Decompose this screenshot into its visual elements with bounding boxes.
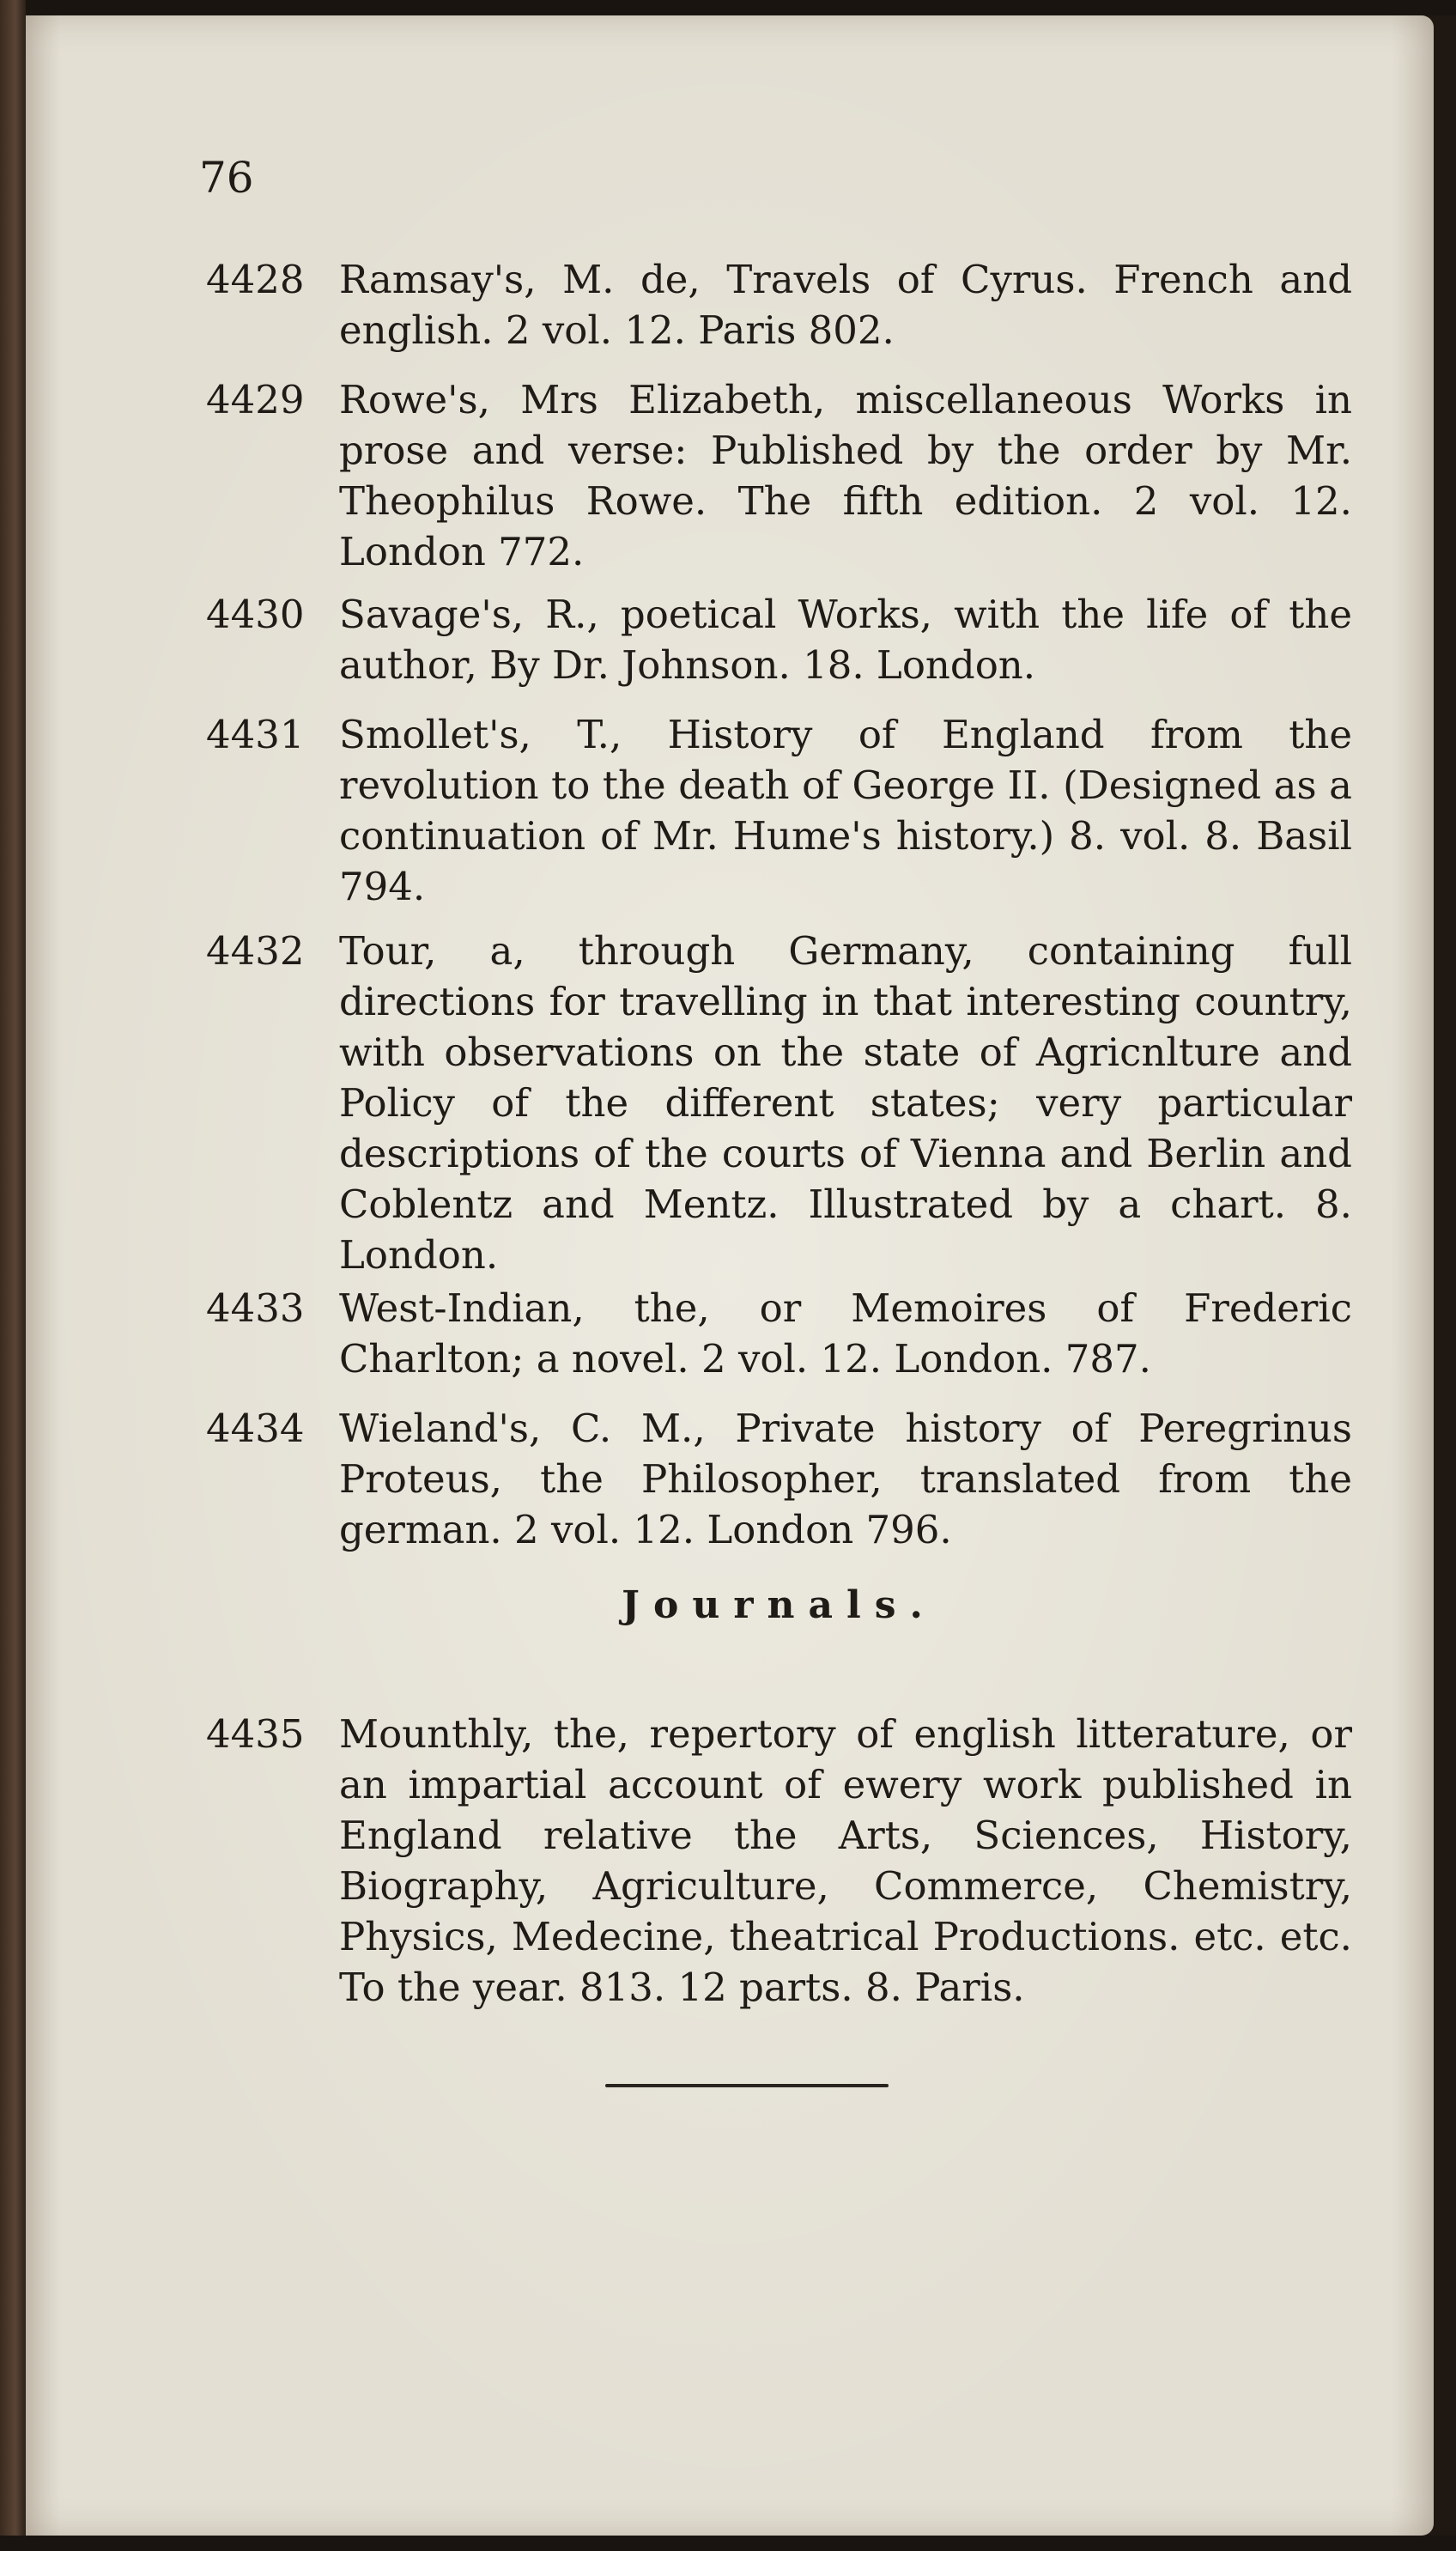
catalog-entry — [206, 709, 1352, 912]
end-rule-divider — [605, 2084, 889, 2087]
entry-text: Wieland's, C. M., Private history of Peregrinus Proteus, the Philosopher, translated from the german. 2 vol. 12. London 796. — [339, 1406, 1352, 1552]
section-heading: Journals. — [622, 1583, 937, 1627]
entry-number: 4435 — [206, 1711, 305, 1757]
entry-text: Ramsay's, M. de, Travels of Cyrus. French and english. 2 vol. 12. Paris 802. — [339, 257, 1352, 353]
bottom-edge — [0, 2536, 1456, 2551]
catalog-entry — [206, 1709, 1352, 2013]
entry-number: 4430 — [206, 592, 305, 637]
page-number: 76 — [199, 153, 254, 203]
catalog-entry — [206, 254, 1352, 355]
entry-text: Tour, a, through Germany, containing full directions for travelling in that interesting country, with observations on the state of Agricnlture and Policy of the different states; very particular descriptions of the courts of Vienna and Berlin and Coblentz and Mentz. Illustrated by a chart. 8. London. — [339, 928, 1352, 1278]
book-spine-edge — [0, 0, 26, 2551]
catalog-entry — [206, 1403, 1352, 1555]
entry-number: 4433 — [206, 1285, 305, 1331]
catalog-entry — [206, 374, 1352, 577]
entry-number: 4432 — [206, 928, 305, 974]
top-edge — [0, 0, 1456, 15]
entry-text: Rowe's, Mrs Elizabeth, miscellaneous Works in prose and verse: Published by the order by Mr. Theophilus Rowe. The fifth edition. 2 vol. 12. London 772. — [339, 377, 1352, 574]
catalog-entry — [206, 589, 1352, 690]
entry-number: 4428 — [206, 257, 305, 302]
catalog-entry — [206, 926, 1352, 1280]
entry-number: 4431 — [206, 712, 305, 757]
entry-number: 4434 — [206, 1406, 305, 1451]
entry-text: Mounthly, the, repertory of english litterature, or an impartial account of ewery work published in England relative the Arts, Sciences, History, Biography, Agriculture, Commerce, Chemistry, Physics, Medecine, theatrical Productions. etc. etc. To the year. 813. 12 parts. 8. Paris. — [339, 1711, 1352, 2010]
entry-text: Smollet's, T., History of England from the revolution to the death of George II. (Designed as a continuation of Mr. Hume's history.) 8. vol. 8. Basil 794. — [339, 712, 1352, 909]
catalog-entry — [206, 1283, 1352, 1384]
entry-number: 4429 — [206, 377, 305, 422]
entry-text: Savage's, R., poetical Works, with the life of the author, By Dr. Johnson. 18. London. — [339, 592, 1352, 688]
entry-text: West-Indian, the, or Memoires of Frederic Charlton; a novel. 2 vol. 12. London. 787. — [339, 1285, 1352, 1382]
